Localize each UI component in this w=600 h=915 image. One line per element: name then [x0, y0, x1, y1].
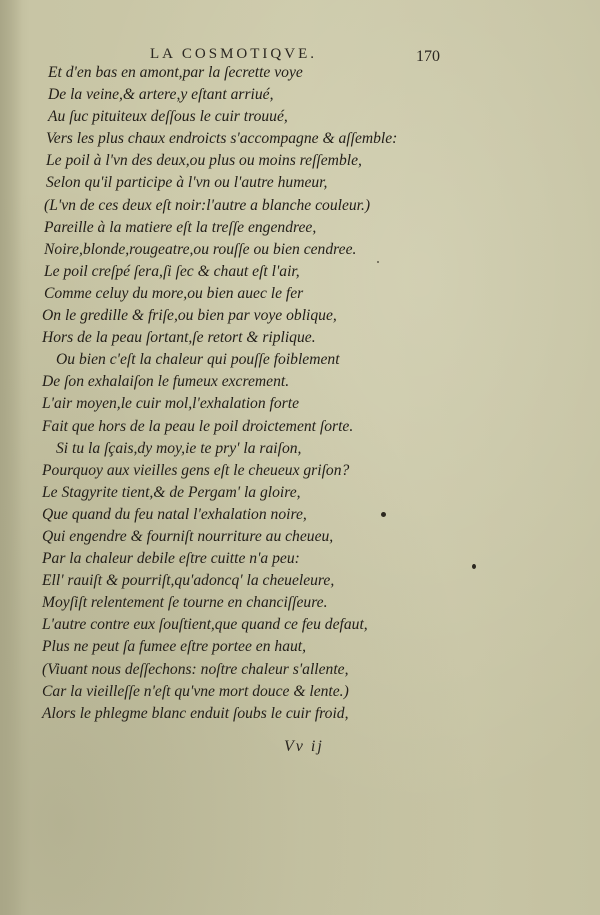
- verse-line: Le poil creſpé ſera,ſi ſec & chaut eſt l'air,: [44, 262, 300, 280]
- verse-line: De ſon exhalaiſon le fumeux excrement.: [42, 373, 290, 391]
- verse-line: L'air moyen,le cuir mol,l'exhalation forte: [42, 395, 299, 413]
- verse-line: Selon qu'il participe à l'vn ou l'autre humeur,: [46, 174, 328, 192]
- verse-line: Le Stagyrite tient,& de Pergam' la gloire,: [42, 483, 301, 501]
- verse-line: Au ſuc pituiteux deſſous le cuir trouué,: [48, 108, 288, 126]
- binding-shadow: [0, 0, 22, 915]
- verse-line: Moyſiſt relentement ſe tourne en chanciſſeure.: [42, 594, 328, 612]
- verse-line: Par la chaleur debile eſtre cuitte n'a peu:: [42, 550, 300, 568]
- verse-list: [42, 62, 562, 725]
- verse-line: De la veine,& artere,y eſtant arriué,: [48, 86, 274, 104]
- verse-line: On le gredille & friſe,ou bien par voye oblique,: [42, 307, 337, 325]
- verse-line: (L'vn de ces deux eſt noir:l'autre a blanche couleur.): [44, 196, 371, 214]
- verse-line: Plus ne peut ſa fumee eſtre portee en haut,: [42, 638, 307, 656]
- verse-line: Comme celuy du more,ou bien auec le fer: [44, 284, 304, 302]
- verse-line: Que quand du feu natal l'exhalation noire,: [42, 505, 307, 523]
- verse-line: Car la vieilleſſe n'eſt qu'vne mort douce & lente.): [42, 682, 349, 700]
- verse-line: L'autre contre eux ſouſtient,que quand ce feu defaut,: [42, 616, 368, 634]
- verse-line: Noire,blonde,rougeatre,ou rouſſe ou bien cendree.: [44, 240, 357, 258]
- verse-line: Alors le phlegme blanc enduit ſoubs le cuir froid,: [42, 704, 349, 722]
- verse-line: Pareille à la matiere eſt la treſſe engendree,: [44, 218, 317, 236]
- verse-line: (Viuant nous deſſechons: noſtre chaleur s'allente,: [42, 660, 349, 678]
- verse-line: Si tu la ſçais,dy moy,ie te pry' la raiſon,: [56, 439, 302, 457]
- ink-speck: [381, 512, 386, 517]
- verse-line: Fait que hors de la peau le poil droictement ſorte.: [42, 417, 354, 435]
- ink-speck: [377, 261, 379, 263]
- verse-line: Ell' rauiſt & pourriſt,qu'adoncq' la cheueleure,: [42, 572, 335, 590]
- running-head: LA COSMOTIQVE.: [150, 46, 318, 62]
- verse-line: Pourquoy aux vieilles gens eſt le cheueux griſon?: [42, 461, 350, 479]
- signature-mark: Vv ij: [284, 738, 324, 755]
- verse-line: Qui engendre & fourniſt nourriture au cheueu,: [42, 527, 334, 545]
- verse-line: Le poil à l'vn des deux,ou plus ou moins reſſemble,: [46, 152, 362, 170]
- verse-line: Ou bien c'eſt la chaleur qui pouſſe foiblement: [56, 351, 340, 369]
- page-number: 170: [416, 48, 440, 65]
- verse-line: Hors de la peau ſortant,ſe retort & riplique.: [42, 329, 316, 347]
- ink-speck: [472, 564, 476, 569]
- verse-line: Et d'en bas en amont,par la ſecrette voye: [48, 64, 303, 81]
- verse-line: Vers les plus chaux endroicts s'accompagne & aſſemble:: [46, 130, 398, 148]
